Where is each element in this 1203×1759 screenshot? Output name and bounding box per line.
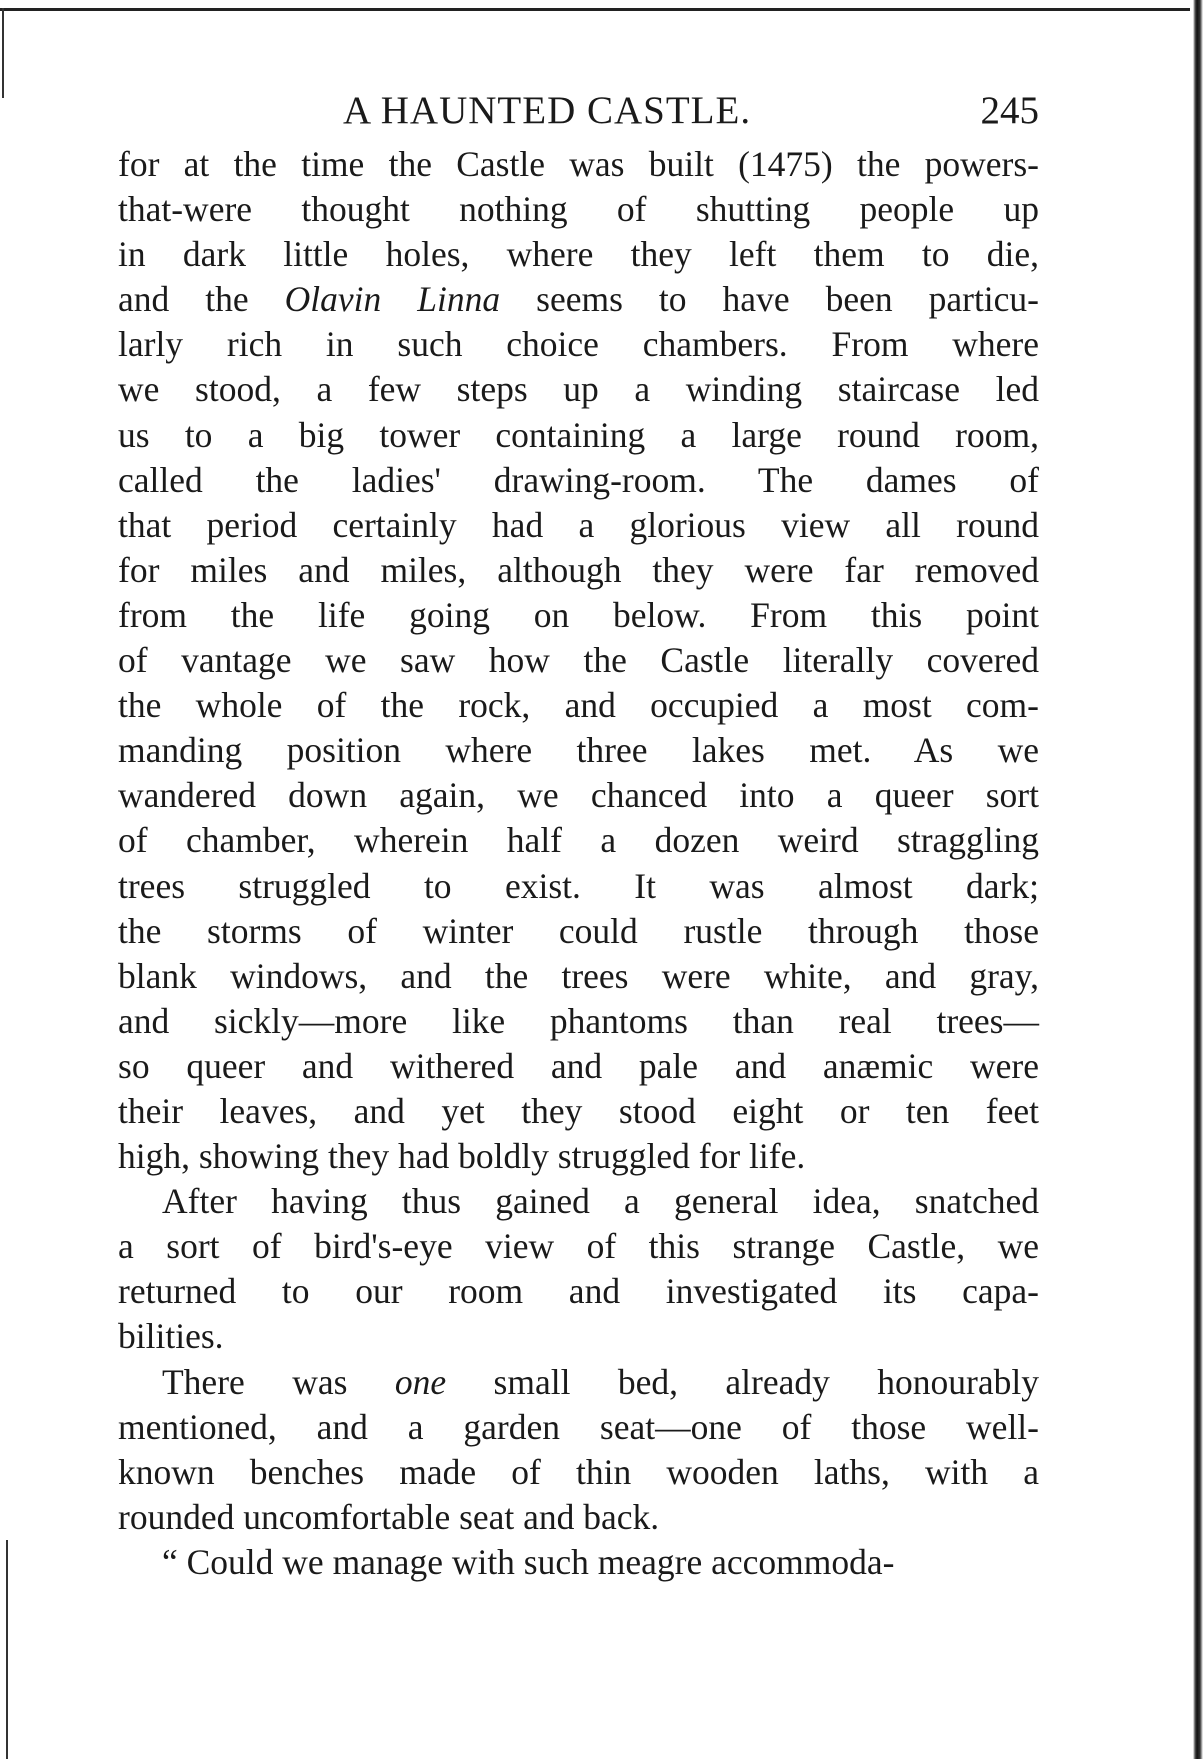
text-line: bilities. [118,1316,224,1357]
text-line: rounded uncomfortable seat and back. [118,1496,660,1537]
text-line: the storms of winter could rustle through those [118,910,1039,951]
scan-border-left-bottom [6,1540,8,1759]
text-line: the whole of the rock, and occupied a most com- [118,685,1039,726]
text-line: mentioned, and a garden seat—one of those well- [118,1406,1039,1447]
scan-border-left-top [2,8,4,98]
text-line: called the ladies' drawing-room. The dames of [118,459,1039,500]
page-header [118,80,1039,142]
text-line: of vantage we saw how the Castle literally covered [118,640,1039,681]
paragraph [118,1179,1039,1359]
paragraph [118,142,1039,1179]
scan-border-top [0,8,1190,11]
text-line: larly rich in such choice chambers. From where [118,324,1039,365]
page-number: 245 [980,89,1039,132]
text-line: that period certainly had a glorious view all round [118,504,1039,545]
text-line: “ Could we manage with such meagre accommoda- [162,1541,895,1582]
text-line: so queer and withered and pale and anæmic were [118,1045,1039,1086]
text-line: wandered down again, we chanced into a queer sort [118,775,1039,816]
text-line: There was one small bed, already honourably [162,1361,1039,1402]
text-line: blank windows, and the trees were white, and gray, [118,955,1039,996]
paragraph [118,1540,1039,1585]
text-line: manding position where three lakes met. As we [118,730,1039,771]
scan-border-right [1193,0,1203,1759]
italic-emphasis: one [394,1361,447,1402]
text-line: that-were thought nothing of shutting people up [118,189,1039,230]
paragraph [118,1360,1039,1540]
book-page [118,80,1039,1585]
text-line: and sickly—more like phantoms than real trees— [118,1000,1039,1041]
text-line: their leaves, and yet they stood eight or ten feet [118,1090,1039,1131]
running-title: A HAUNTED CASTLE. [343,89,752,132]
text-line: in dark little holes, where they left them to die, [118,234,1039,275]
italic-emphasis: Olavin Linna [284,279,501,320]
text-line: we stood, a few steps up a winding staircase led [118,369,1039,410]
text-line: for miles and miles, although they were far removed [118,549,1039,590]
text-line: After having thus gained a general idea, snatched [162,1181,1039,1222]
text-line: returned to our room and investigated its capa- [118,1271,1039,1312]
text-line: us to a big tower containing a large round room, [118,414,1039,455]
text-line: high, showing they had boldly struggled for life. [118,1136,806,1177]
text-line: trees struggled to exist. It was almost dark; [118,865,1039,906]
body-text [118,142,1039,1585]
text-line: from the life going on below. From this point [118,594,1039,635]
text-line: known benches made of thin wooden laths, with a [118,1451,1039,1492]
text-line: for at the time the Castle was built (1475) the powers- [118,144,1039,184]
text-line: and the Olavin Linna seems to have been particu- [118,279,1039,320]
text-line: a sort of bird's-eye view of this strange Castle, we [118,1226,1039,1267]
text-line: of chamber, wherein half a dozen weird straggling [118,820,1039,861]
